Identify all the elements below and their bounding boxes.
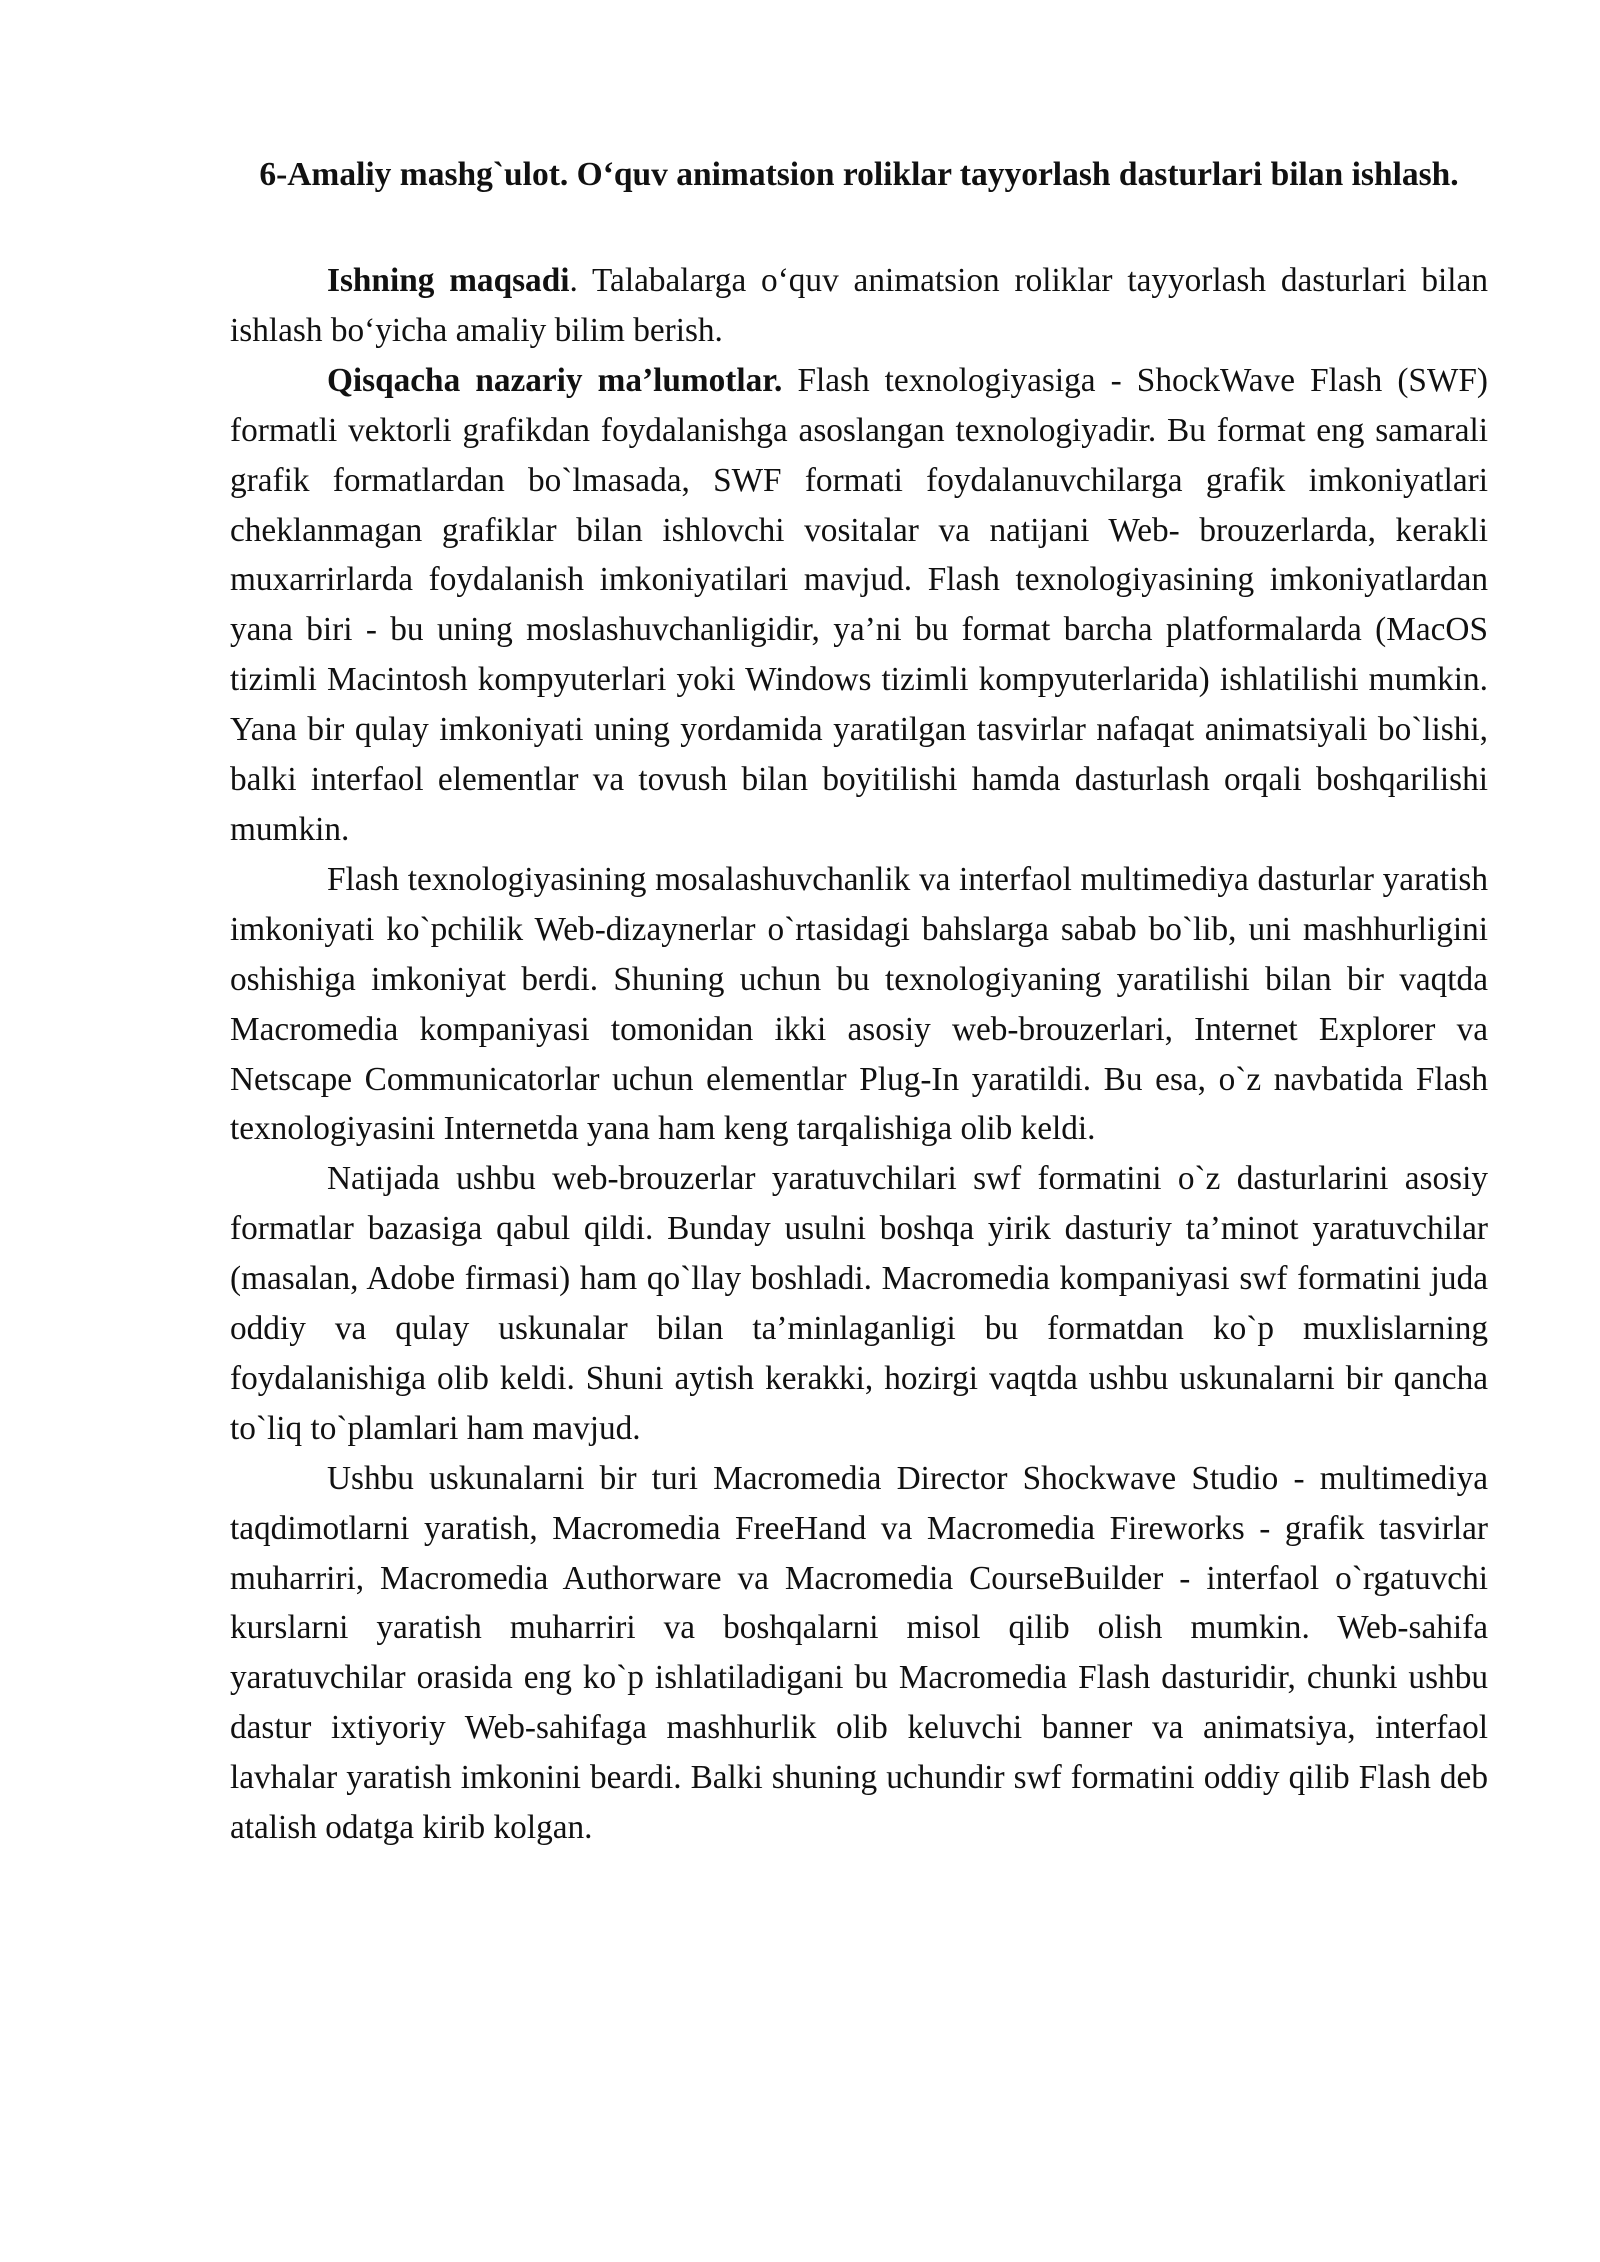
paragraph-lead-goal: Ishning maqsadi	[327, 262, 570, 299]
paragraph-text-theory: Flash texnologiyasiga - ShockWave Flash (SWF) formatli vektorli grafikdan foydalanishga asoslangan texnologiyadir. Bu format eng samarali grafik formatlardan bo`lmasada, SWF formati foydalanuvchilarga grafik imkoniyatlari cheklanmagan grafiklar bilan ishlovchi vositalar va natijani Web- brouzerlarda, kerakli muxarrirlarda foydalanish imkoniyatilari mavjud. Flash texnologiyasining imkoniyatlardan yana biri - bu uning moslashuvchanligidir, ya’ni bu format barcha platformalarda (MacOS tizimli Macintosh kompyuterlari yoki Windows tizimli kompyuterlarida) ishlatilishi mumkin. Yana bir qulay imkoniyati uning yordamida yaratilgan tasvirlar nafaqat animatsiyali bo`lishi, balki interfaol elementlar va tovush bilan boyitilishi hamda dasturlash orqali boshqarilishi mumkin.	[230, 361, 1488, 848]
paragraph-theory	[230, 356, 1488, 855]
paragraph-macromedia-tools: Ushbu uskunalarni bir turi Macromedia Director Shockwave Studio - multimediya taqdimotlarni yaratish, Macromedia FreeHand va Macromedia Fireworks - grafik tasvirlar muharriri, Macromedia Authorware va Macromedia CourseBuilder - interfaol o`rgatuvchi kurslarni yaratish muharriri va boshqalarni misol qilib olish mumkin. Web-sahifa yaratuvchilar orasida eng ko`p ishlatiladigani bu Macromedia Flash dasturidir, chunki ushbu dastur ixtiyoriy Web-sahifaga mashhurlik olib keluvchi banner va animatsiya, interfaol lavhalar yaratish imkonini beardi. Balki shuning uchundir swf formatini oddiy qilib Flash deb atalish odatga kirib kolgan.	[230, 1459, 1488, 1847]
document-title: 6-Amaliy mashg`ulot. O‘quv animatsion roliklar tayyorlash dasturlari bilan ishlash.	[259, 156, 1459, 193]
paragraph-lead-theory: Qisqacha nazariy ma’lumotlar.	[327, 361, 783, 399]
paragraph-text-goal: . Talabalarga o‘quv animatsion roliklar tayyorlash dasturlari bilan ishlash bo‘yicha amaliy bilim berish.	[230, 262, 1488, 349]
paragraph-goal	[230, 256, 1488, 356]
paragraph-swf-adoption: Natijada ushbu web-brouzerlar yaratuvchilari swf formatini o`z dasturlarini asosiy formatlar bazasiga qabul qildi. Bunday usulni boshqa yirik dasturiy ta’minot yaratuvchilar (masalan, Adobe firmasi) ham qo`llay boshladi. Macromedia kompaniyasi swf formatini juda oddiy va qulay uskunalar bilan ta’minlaganligi bu formatdan ko`p muxlislarning foydalanishiga olib keldi. Shuni aytish kerakki, hozirgi vaqtda ushbu uskunalarni bir qancha to`liq to`plamlari ham mavjud.	[230, 1160, 1488, 1447]
document-page	[230, 150, 1488, 1853]
paragraph-flash-popularity: Flash texnologiyasining mosalashuvchanlik va interfaol multimediya dasturlar yaratish imkoniyati ko`pchilik Web-dizaynerlar o`rtasidagi bahslarga sabab bo`lib, uni mashhurligini oshishiga imkoniyat berdi. Shuning uchun bu texnologiyaning yaratilishi bilan bir vaqtda Macromedia kompaniyasi tomonidan ikki asosiy web-brouzerlari, Internet Explorer va Netscape Communicatorlar uchun elementlar Plug-In yaratildi. Bu esa, o`z navbatida Flash texnologiyasini Internetda yana ham keng tarqalishiga olib keldi.	[230, 860, 1488, 1148]
